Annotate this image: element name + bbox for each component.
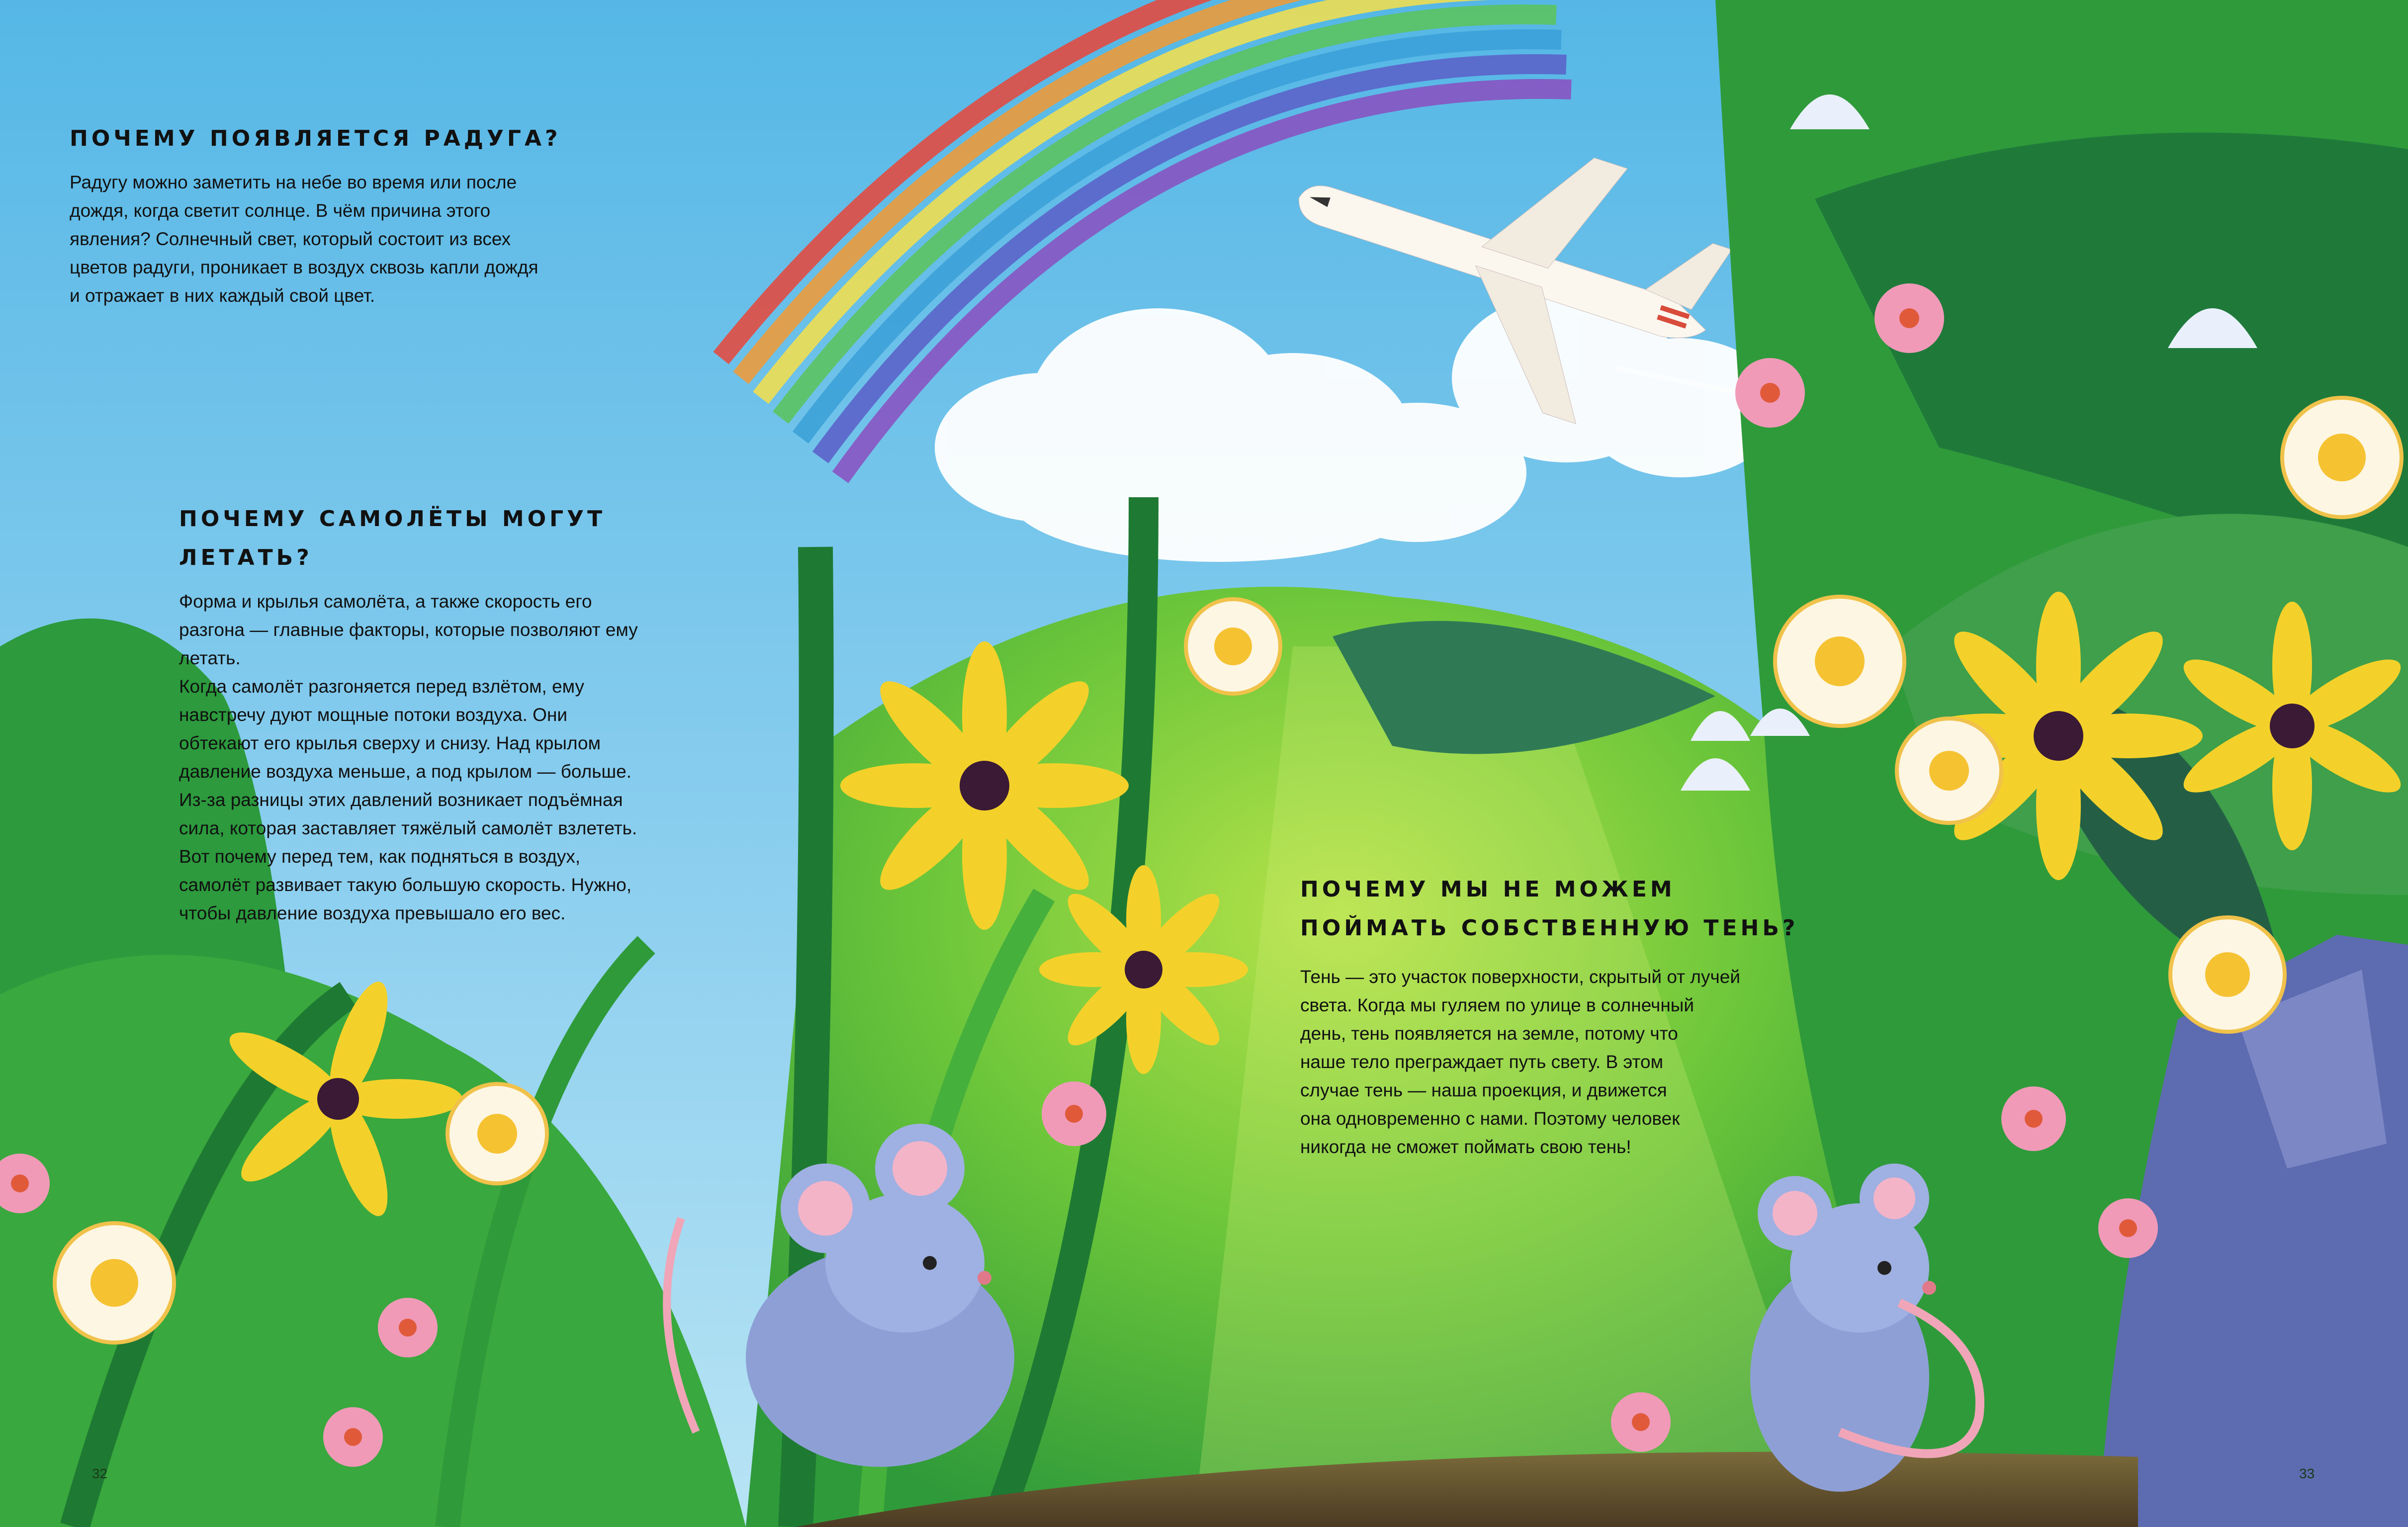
section-airplanes [179, 500, 751, 927]
page-number-left: 32 [92, 1466, 108, 1481]
rainbow-line: явления? Солнечный свет, который состоит из всех [70, 229, 511, 249]
rainbow-line: дождя, когда светит солнце. В чём причина этого [70, 200, 491, 221]
airplanes-line: самолёт развивает такую большую скорость. Нужно, [179, 875, 632, 895]
airplanes-line: навстречу дуют мощные потоки воздуха. Они [179, 705, 568, 725]
shadow-line: Тень — это участок поверхности, скрытый от лучей [1300, 967, 1740, 987]
shadow-heading [1300, 870, 1872, 948]
page-number-right: 33 [2299, 1466, 2315, 1481]
rainbow-line: и отражает в них каждый свой цвет. [70, 285, 375, 306]
shadow-line: случае тень — наша проекция, и движется [1300, 1080, 1667, 1100]
rainbow-line: Радугу можно заметить на небе во время или после [70, 172, 517, 192]
shadow-heading-line: ПОЙМАТЬ СОБСТВЕННУЮ ТЕНЬ? [1300, 915, 1799, 941]
section-shadow [1300, 870, 1872, 1161]
shadow-line: день, тень появляется на земле, потому что [1300, 1023, 1678, 1044]
airplanes-line: обтекают его крылья сверху и снизу. Над крылом [179, 733, 601, 753]
airplanes-line: разгона — главные факторы, которые позволяют ему [179, 620, 638, 640]
airplanes-heading [179, 500, 751, 577]
airplanes-line: давление воздуха меньше, а под крылом — больше. [179, 761, 632, 782]
shadow-body [1300, 963, 1872, 1161]
shadow-line: наше тело преграждает путь свету. В этом [1300, 1052, 1664, 1072]
rainbow-heading: ПОЧЕМУ ПОЯВЛЯЕТСЯ РАДУГА? [70, 126, 561, 151]
shadow-line: света. Когда мы гуляем по улице в солнечный [1300, 995, 1695, 1015]
airplanes-line: Вот почему перед тем, как подняться в воздух, [179, 846, 581, 867]
airplanes-line: летать. [179, 648, 241, 668]
shadow-line: она одновременно с нами. Поэтому человек [1300, 1108, 1680, 1129]
airplanes-line: Из-за разницы этих давлений возникает подъёмная [179, 790, 623, 810]
airplanes-line: Когда самолёт разгоняется перед взлётом, ему [179, 676, 585, 697]
airplanes-heading-line: ЛЕТАТЬ? [179, 545, 313, 570]
section-rainbow [70, 119, 641, 310]
shadow-heading-line: ПОЧЕМУ МЫ НЕ МОЖЕМ [1300, 877, 1676, 902]
rainbow-line: цветов радуги, проникает в воздух сквозь капли дождя [70, 257, 538, 277]
rainbow-body [70, 168, 641, 310]
airplanes-line: сила, которая заставляет тяжёлый самолёт взлететь. [179, 818, 637, 838]
airplanes-body [179, 587, 751, 927]
airplanes-line: Форма и крылья самолёта, а также скорость его [179, 591, 592, 612]
airplanes-heading-line: ПОЧЕМУ САМОЛЁТЫ МОГУТ [179, 506, 606, 532]
shadow-line: никогда не сможет поймать свою тень! [1300, 1137, 1631, 1157]
airplanes-line: чтобы давление воздуха превышало его вес. [179, 903, 566, 923]
